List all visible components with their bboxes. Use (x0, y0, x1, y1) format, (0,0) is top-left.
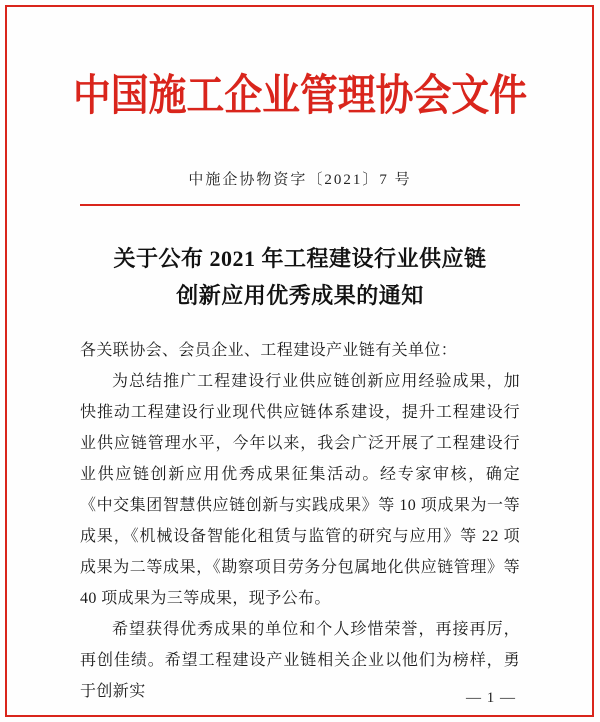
page-number: — 1 — (466, 690, 516, 706)
org-header-title: 中国施工企业管理协会文件 (72, 73, 528, 120)
document-body (80, 335, 520, 707)
title-line-2: 创新应用优秀成果的通知 (176, 283, 424, 308)
document-number: 中施企协物资字〔2021〕7 号 (188, 172, 412, 188)
salutation: 各关联协会、会员企业、工程建设产业链有关单位： (80, 342, 458, 359)
red-divider-line (80, 204, 520, 206)
document-title (0, 240, 600, 314)
body-paragraph-1: 为总结推广工程建设行业供应链创新应用经验成果，加快推动工程建设行业现代供应链体系建设，提升工程建设行业供应链管理水平，今年以来，我会广泛开展了工程建设行业供应链创新应用优秀成果征集活动。经专家审核，确定《中交集团智慧供应链创新与实践成果》等 10 项成果为一等成果，《机械设备智能化租赁与监管的研究与应用》等 22 项成果为二等成果，《勘察项目劳务分包属地化供应链管理》等 40 项成果为三等成果，现予公布。 (80, 373, 520, 607)
body-paragraph-2: 希望获得优秀成果的单位和个人珍惜荣誉，再接再厉，再创佳绩。希望工程建设产业链相关企业以他们为榜样，勇于创新实 (80, 621, 520, 700)
title-line-1: 关于公布 2021 年工程建设行业供应链 (113, 246, 487, 271)
